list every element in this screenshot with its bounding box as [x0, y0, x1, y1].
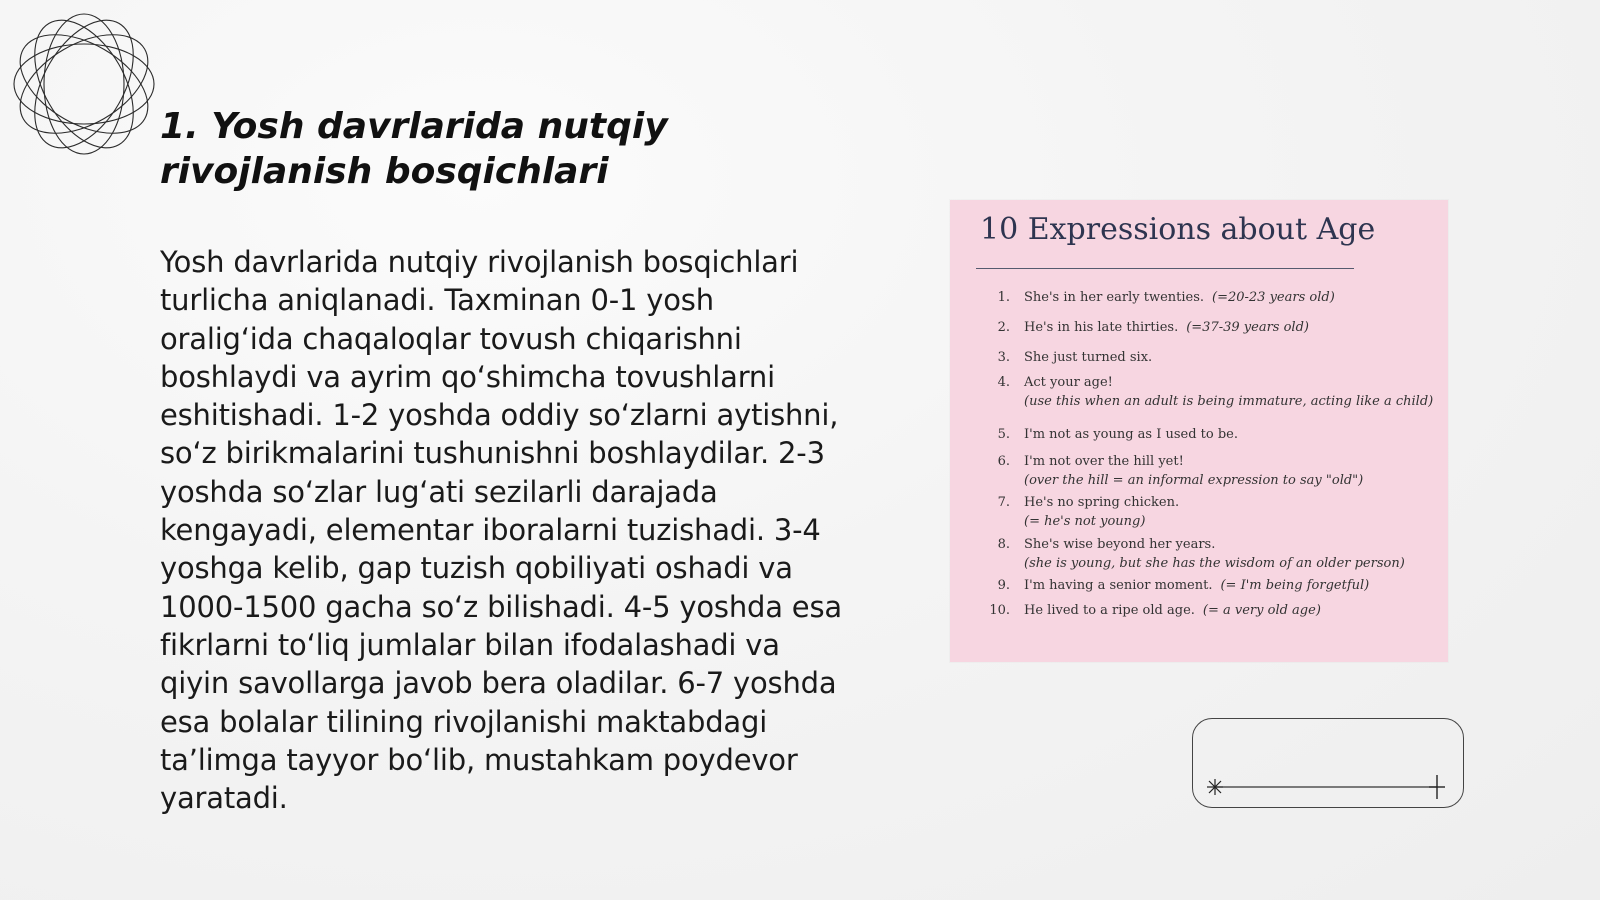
item-number: 3.	[997, 350, 1010, 365]
item-note: (=37-39 years old)	[1186, 320, 1309, 335]
item-subnote: (over the hill = an informal expression to say "old")	[1024, 473, 1364, 488]
expressions-card	[950, 200, 1448, 662]
item-text: She's wise beyond her years.	[1024, 537, 1216, 552]
item-subnote: (she is young, but she has the wisdom of an older person)	[1024, 556, 1405, 571]
line-with-star-endpoints-icon	[1193, 719, 1465, 809]
item-note: (=20-23 years old)	[1212, 290, 1335, 305]
decorative-line-frame	[1192, 718, 1464, 808]
item-text: She's in her early twenties.	[1024, 290, 1205, 305]
slide-body-text: Yosh davrlarida nutqiy rivojlanish bosqichlari turlicha aniqlanadi. Taxminan 0-1 yosh oraligʻida chaqaloqlar tovush chiqarishni boshlaydi va ayrim qoʻshimcha tovushlarni eshitishadi. 1-2 yoshda oddiy soʻzlarni aytishni, soʻz birikmalarini tushunishni boshlaydilar. 2-3 yoshda soʻzlar lugʻati sezilarli darajada kengayadi, elementar iboralarni tuzishadi. 3-4 yoshga kelib, gap tuzish qobiliyati oshadi va 1000-1500 gacha soʻz bilishadi. 4-5 yoshda esa fikrlarni toʻliq jumlalar bilan ifodalashadi va qiyin savollarga javob bera oladilar. 6-7 yoshda esa bolalar tilining rivojlanishi maktabdagi taʼlimga tayyor boʻlib, mustahkam poydevor yaratadi.	[160, 245, 842, 816]
item-number: 1.	[997, 290, 1010, 305]
item-text: I'm having a senior moment.	[1024, 578, 1213, 593]
item-number: 10.	[989, 603, 1010, 618]
item-text: He lived to a ripe old age.	[1024, 603, 1195, 618]
item-note: (= I'm being forgetful)	[1220, 578, 1370, 593]
item-text: He's no spring chicken.	[1024, 495, 1180, 510]
item-number: 7.	[997, 495, 1010, 510]
item-note: (= a very old age)	[1202, 603, 1321, 618]
card-divider	[976, 268, 1354, 269]
item-number: 6.	[997, 454, 1010, 469]
item-subnote: (= he's not young)	[1024, 514, 1146, 529]
item-text: I'm not over the hill yet!	[1024, 454, 1184, 469]
item-text: I'm not as young as I used to be.	[1024, 427, 1238, 442]
item-number: 4.	[997, 375, 1010, 390]
item-number: 8.	[997, 537, 1010, 552]
item-number: 2.	[997, 320, 1010, 335]
item-text: Act your age!	[1024, 375, 1113, 390]
item-text: She just turned six.	[1024, 350, 1153, 365]
card-title: 10 Expressions about Age	[980, 212, 1376, 247]
item-subnote: (use this when an adult is being immature, acting like a child)	[1024, 394, 1434, 409]
item-number: 9.	[997, 578, 1010, 593]
interlaced-circles-icon	[10, 10, 158, 158]
item-text: He's in his late thirties.	[1024, 320, 1179, 335]
slide-title: 1. Yosh davrlarida nutqiy rivojlanish bosqichlari	[160, 106, 668, 192]
item-number: 5.	[997, 427, 1010, 442]
